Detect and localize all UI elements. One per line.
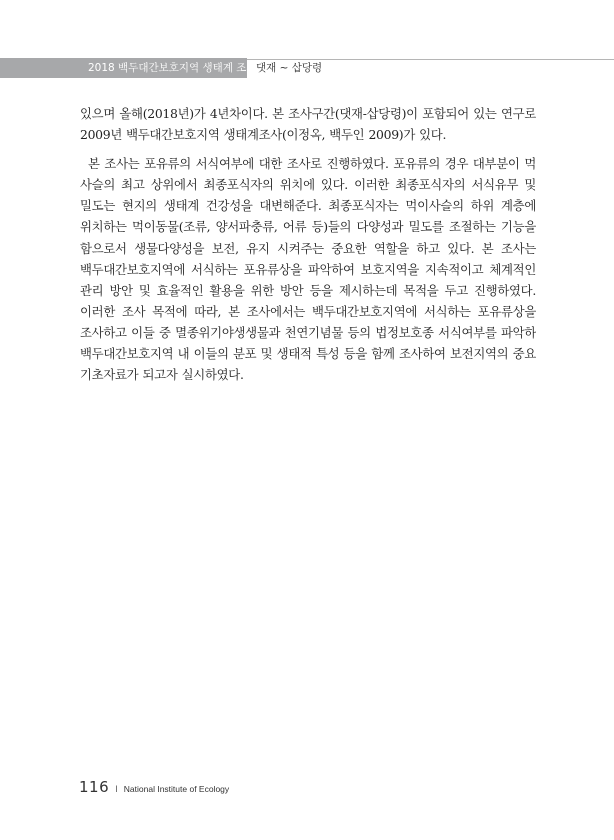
text-line: 밀도는 현지의 생태계 건강성을 대변해준다. 최종포식자는 먹이사슬의 하위 계층에 (80, 198, 536, 214)
paragraph-1 (80, 103, 536, 145)
footer-separator: I (115, 785, 118, 795)
text-line: 위치하는 먹이동물(조류, 양서파충류, 어류 등)들의 다양성과 밀도를 조절하는 기능을 (80, 219, 536, 235)
text-line: 있으며 올해(2018년)가 4년차이다. 본 조사구간(댓재-삽당령)이 포함되어 있는 연구로 (80, 106, 536, 121)
page-number: 116 (79, 778, 110, 796)
header-section-label: 댓재 ~ 삽당령 (256, 62, 323, 74)
paragraph-gap (80, 145, 536, 153)
footer-institute-name: National Institute of Ecology (123, 784, 230, 794)
text-line: 관리 방안 및 효율적인 활용을 위한 방안 등을 제시하는데 목적을 두고 진행하였다. (80, 282, 536, 298)
text-line: 사슬의 최고 상위에서 최종포식자의 위치에 있다. 이러한 최종포식자의 서식유무 및 (80, 177, 536, 193)
text-line: 2009년 백두대간보호지역 생태계조사(이정옥, 백두인 2009)가 있다. (80, 127, 447, 143)
text-line: 이러한 조사 목적에 따라, 본 조사에서는 백두대간보호지역에 서식하는 포유류상을 (80, 303, 536, 319)
text-line: 백두대간보호지역 내 이들의 분포 및 생태적 특성 등을 함께 조사하여 보전지역의 중요 (80, 346, 536, 362)
page-footer (79, 778, 229, 798)
text-line: 함으로서 생물다양성을 보전, 유지 시켜주는 중요한 역할을 하고 있다. 본 조사는 (80, 240, 536, 256)
text-line: 본 조사는 포유류의 서식여부에 대한 조사로 진행하였다. 포유류의 경우 대부분이 먹 (88, 156, 536, 172)
text-line: 조사하고 이들 중 멸종위기야생생물과 천연기념물 등의 법정보호종 서식여부를 파악하 (80, 324, 536, 340)
header-title: 2018 백두대간보호지역 생태계 조사 (88, 62, 257, 74)
paragraph-2 (80, 153, 536, 385)
text-line: 백두대간보호지역에 서식하는 포유류상을 파악하여 보호지역을 지속적이고 체계적인 (80, 261, 536, 277)
body-text (80, 103, 536, 385)
running-header (0, 58, 614, 78)
text-line: 기초자료가 되고자 실시하였다. (80, 367, 244, 383)
